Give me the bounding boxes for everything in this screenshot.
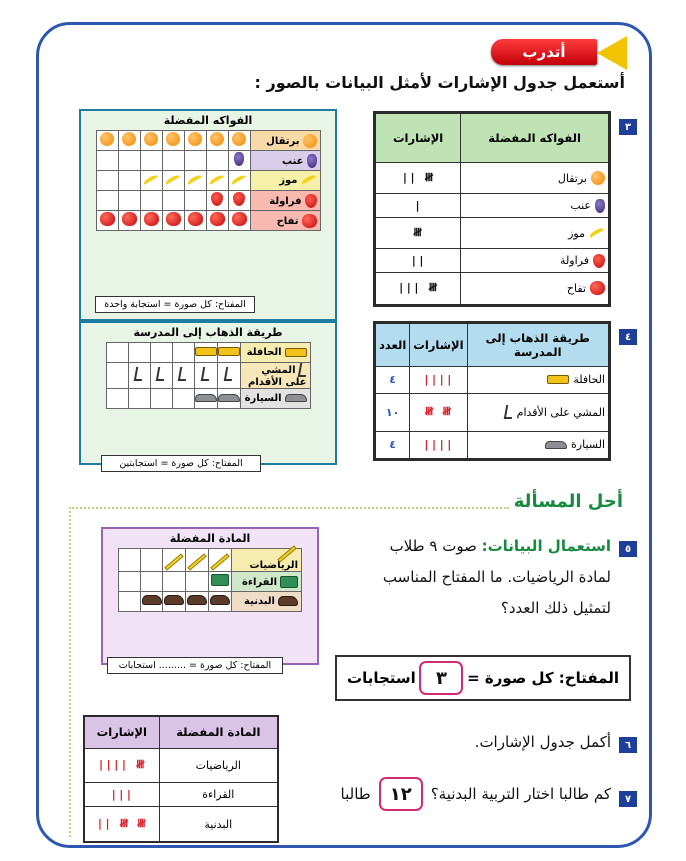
question-number-3: ٣ [619, 119, 637, 135]
question-6-text: أكمل جدول الإشارات. [474, 733, 611, 751]
walker-icon [156, 367, 166, 381]
tally-cell: || [375, 249, 461, 273]
graph-cell [209, 549, 232, 572]
graph-cell [162, 191, 184, 211]
graph-cell [119, 592, 141, 612]
subject-graph-title: المادة المفضلة [169, 532, 251, 545]
fruit-graph-key: المفتاح: كل صورة = استجابة واحدة [95, 296, 255, 313]
table-row: برتقال 𝍸 || [375, 163, 610, 194]
answer-input[interactable]: ١٢ [379, 777, 423, 811]
transport-graph-key: المفتاح: كل صورة = استجابتين [101, 455, 261, 472]
count-cell: ٤ [375, 367, 410, 394]
graph-row [96, 171, 320, 191]
subject-label: القراءة [159, 782, 278, 806]
graph-cell [186, 549, 209, 572]
graph-cell [217, 343, 240, 363]
graph-cell [194, 343, 217, 363]
tally-cell: 𝍸 || [375, 163, 461, 194]
count-cell: ٤ [375, 431, 410, 459]
tally-cell[interactable]: ||| [84, 782, 159, 806]
graph-cell [184, 131, 206, 151]
graph-cell [172, 389, 194, 409]
graph-cell [118, 191, 140, 211]
graph-cell [128, 343, 150, 363]
table-row: الحافلة |||| ٤ [375, 367, 610, 394]
graph-cell [106, 389, 128, 409]
graph-row-label: المشي على الأقدام [240, 363, 310, 389]
pencil-icon [187, 553, 206, 570]
apple-icon [122, 212, 137, 226]
tally-cell[interactable]: 𝍸 |||| [84, 748, 159, 782]
table-row [84, 748, 278, 782]
orange-icon [188, 132, 202, 146]
table-row: المشي على الأقدام 𝍸 𝍸 ١٠ [375, 393, 610, 431]
graph-cell [163, 572, 186, 592]
graph-row-label: برتقال [250, 131, 320, 151]
graph-cell [206, 131, 228, 151]
tally-cell: 𝍸 𝍸 [410, 393, 467, 431]
graph-cell [228, 171, 250, 191]
graph-cell [162, 171, 184, 191]
banana-icon [164, 173, 181, 187]
transport-tally-table [373, 321, 611, 461]
table-row: تفاح 𝍸 ||| [375, 272, 610, 305]
graph-row [106, 363, 310, 389]
subject-tally-table [83, 715, 279, 843]
walker-icon [503, 405, 513, 419]
grape-icon [234, 152, 244, 166]
graph-cell [119, 549, 141, 572]
grape-icon [595, 199, 605, 213]
walker-icon [297, 363, 307, 377]
section-divider-vertical [69, 507, 71, 837]
tally-header: الإشارات [410, 323, 467, 367]
graph-cell [162, 211, 184, 231]
graph-cell [186, 572, 209, 592]
apple-icon [100, 212, 115, 226]
graph-row [106, 389, 310, 409]
question-number-6: ٦ [619, 737, 637, 753]
section-title: أحل المسألة [513, 491, 623, 512]
graph-cell [206, 151, 228, 171]
grape-icon [307, 154, 317, 168]
banana-icon [300, 173, 317, 187]
orange-icon [122, 132, 136, 146]
graph-cell [96, 131, 118, 151]
table-row: عنب | [375, 194, 610, 218]
graph-cell [118, 151, 140, 171]
fruit-picture-graph [79, 109, 337, 321]
graph-cell [228, 131, 250, 151]
graph-cell [96, 171, 118, 191]
subject-label: البدنية [159, 807, 278, 842]
tally-cell: | [375, 194, 461, 218]
page-frame [36, 22, 652, 848]
fruit-header: الفواكه المفضلة [461, 113, 610, 163]
graph-cell [140, 171, 162, 191]
graph-cell [228, 211, 250, 231]
transport-graph-grid [106, 342, 311, 409]
table-row [84, 782, 278, 806]
tally-header: الإشارات [84, 716, 159, 748]
graph-cell [150, 389, 172, 409]
shoe-icon [164, 595, 184, 605]
graph-row-label: موز [250, 171, 320, 191]
question-number-7: ٧ [619, 791, 637, 807]
graph-row-label: السيارة [240, 389, 310, 409]
tally-cell: |||| [410, 431, 467, 459]
strawberry-icon [593, 254, 605, 268]
graph-row-label: القراءة [232, 572, 302, 592]
graph-cell [150, 363, 172, 389]
instruction-text: أستعمل جدول الإشارات لأمثل البيانات بالصور : [254, 73, 625, 92]
pencil-icon [164, 553, 183, 570]
apple-icon [590, 281, 605, 295]
tally-cell: |||| [410, 367, 467, 394]
graph-cell [141, 572, 163, 592]
orange-icon [303, 134, 317, 148]
walker-icon [134, 367, 144, 381]
graph-cell [228, 191, 250, 211]
practice-banner: أتدرب [491, 39, 597, 65]
graph-cell [194, 389, 217, 409]
shoe-icon [210, 595, 230, 605]
graph-row-label: الحافلة [240, 343, 310, 363]
tally-cell: 𝍸 [375, 217, 461, 248]
graph-cell [118, 211, 140, 231]
graph-cell [128, 389, 150, 409]
car-icon [545, 441, 567, 449]
subject-picture-graph [101, 527, 319, 665]
graph-cell [119, 572, 141, 592]
tally-cell: 𝍸 ||| [375, 272, 461, 305]
subject-header: المادة المفضلة [159, 716, 278, 748]
question-number-5: ٥ [619, 541, 637, 557]
bus-icon [195, 347, 217, 356]
graph-cell [172, 343, 194, 363]
banana-icon [230, 173, 247, 187]
orange-icon [100, 132, 114, 146]
graph-cell [118, 171, 140, 191]
graph-cell [206, 211, 228, 231]
key-answer-input[interactable]: ٣ [419, 661, 463, 695]
subject-graph-key: المفتاح: كل صورة = ......... استجابات [107, 657, 283, 674]
orange-icon [144, 132, 158, 146]
strawberry-icon [305, 194, 317, 208]
graph-cell [163, 549, 186, 572]
table-row: السيارة |||| ٤ [375, 431, 610, 459]
walker-icon [200, 367, 210, 381]
graph-cell [194, 363, 217, 389]
graph-cell [106, 363, 128, 389]
key-suffix: استجابات [347, 669, 416, 687]
count-cell: ١٠ [375, 393, 410, 431]
tally-header: الإشارات [375, 113, 461, 163]
subject-label: الرياضيات [159, 748, 278, 782]
graph-cell [184, 171, 206, 191]
count-header: العدد [375, 323, 410, 367]
graph-cell [162, 131, 184, 151]
graph-cell [172, 363, 194, 389]
graph-row [96, 151, 320, 171]
walker-icon [178, 367, 188, 381]
orange-icon [210, 132, 224, 146]
graph-cell [163, 592, 186, 612]
graph-cell [217, 389, 240, 409]
apple-icon [166, 212, 181, 226]
question-number-4: ٤ [619, 329, 637, 345]
graph-cell [140, 131, 162, 151]
graph-cell [141, 592, 163, 612]
orange-icon [166, 132, 180, 146]
graph-cell [206, 191, 228, 211]
book-icon [280, 576, 298, 588]
graph-cell [150, 343, 172, 363]
banana-icon [142, 173, 159, 187]
graph-cell [186, 592, 209, 612]
strawberry-icon [211, 192, 223, 206]
car-icon [218, 394, 240, 402]
transport-graph-title: طريقة الذهاب إلى المدرسة [133, 326, 283, 339]
graph-row [96, 211, 320, 231]
graph-cell [184, 211, 206, 231]
graph-row-label: تفاح [250, 211, 320, 231]
graph-cell [106, 343, 128, 363]
graph-cell [206, 171, 228, 191]
graph-row-label: عنب [250, 151, 320, 171]
banana-icon [588, 226, 605, 240]
apple-icon [144, 212, 159, 226]
fruit-tally-table [373, 111, 611, 307]
graph-row [119, 572, 302, 592]
key-prefix: المفتاح: كل صورة = [467, 669, 619, 687]
graph-cell [118, 131, 140, 151]
graph-cell [96, 151, 118, 171]
bus-icon [547, 375, 569, 384]
book-icon [211, 574, 229, 586]
graph-cell [162, 151, 184, 171]
graph-cell [140, 191, 162, 211]
walker-icon [223, 367, 233, 381]
graph-cell [209, 572, 232, 592]
table-row [84, 807, 278, 842]
graph-cell [141, 549, 163, 572]
transport-picture-graph [79, 321, 337, 465]
shoe-icon [142, 595, 162, 605]
bus-icon [285, 348, 307, 357]
graph-cell [184, 151, 206, 171]
graph-row [119, 592, 302, 612]
graph-row [119, 549, 302, 572]
section-divider [69, 507, 509, 509]
orange-icon [591, 171, 605, 185]
graph-cell [228, 151, 250, 171]
table-row: موز 𝍸 [375, 217, 610, 248]
apple-icon [302, 214, 317, 228]
graph-cell [96, 191, 118, 211]
question-5-text: استعمال البيانات: صوت ٩ طلاب لمادة الرياضيات. ما المفتاح المناسب لتمثيل ذلك العدد؟ [382, 537, 611, 617]
shoe-icon [278, 596, 298, 606]
car-icon [195, 394, 217, 402]
fruit-graph-title: الفواكه المفضلة [163, 114, 253, 127]
answer-key-box [335, 655, 631, 701]
graph-cell [128, 363, 150, 389]
banana-icon [208, 173, 225, 187]
graph-row [106, 343, 310, 363]
strawberry-icon [233, 192, 245, 206]
pencil-icon [210, 553, 229, 570]
graph-cell [217, 363, 240, 389]
tally-cell[interactable]: 𝍸 𝍸 || [84, 807, 159, 842]
shoe-icon [187, 595, 207, 605]
apple-icon [210, 212, 225, 226]
banana-icon [186, 173, 203, 187]
fruit-graph-grid [96, 130, 321, 231]
apple-icon [188, 212, 203, 226]
graph-cell [209, 592, 232, 612]
table-row: فراولة || [375, 249, 610, 273]
graph-row-label: فراولة [250, 191, 320, 211]
apple-icon [232, 212, 247, 226]
graph-row [96, 131, 320, 151]
graph-cell [140, 151, 162, 171]
graph-cell [184, 191, 206, 211]
car-icon [285, 394, 307, 402]
graph-cell [140, 211, 162, 231]
graph-row-label: البدنية [232, 592, 302, 612]
orange-icon [232, 132, 246, 146]
graph-row [96, 191, 320, 211]
subject-graph-grid [118, 548, 302, 612]
bus-icon [218, 347, 240, 356]
graph-row-label: الرياضيات [232, 549, 302, 572]
banner-arrow-icon [597, 36, 627, 70]
transport-header: طريقة الذهاب إلى المدرسة [467, 323, 609, 367]
question-7-text: كم طالبا اختار التربية البدنية؟ ١٢ طالبا [301, 777, 611, 811]
graph-cell [96, 211, 118, 231]
